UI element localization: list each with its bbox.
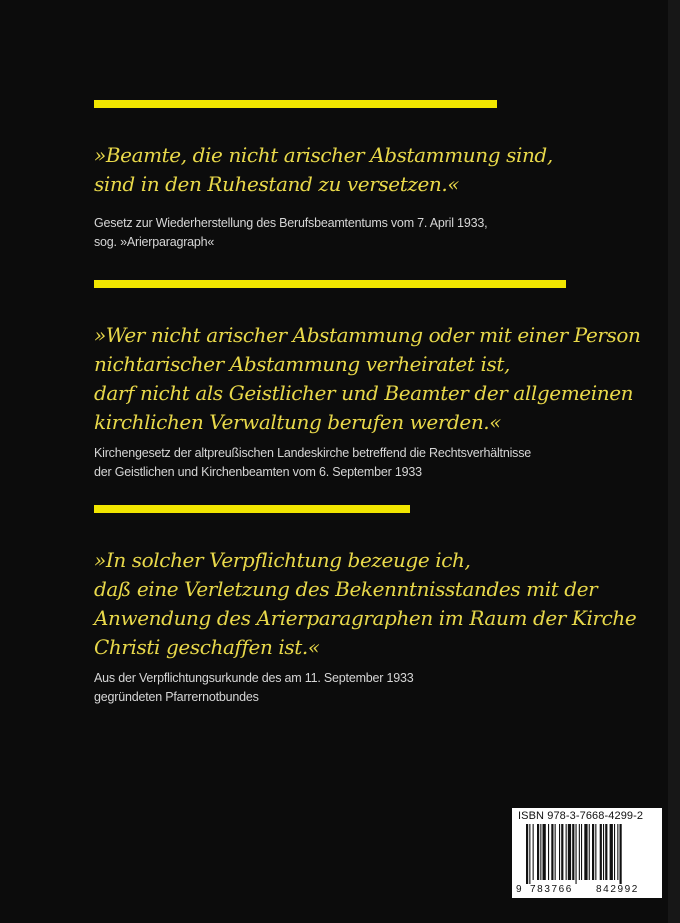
barcode-bar [555,824,556,880]
quote-1-source: Gesetz zur Wiederherstellung des Berufsbeamtentums vom 7. April 1933, sog. »Arierparagraph« [94,216,488,249]
barcode-bar [579,824,580,880]
barcode-bar [540,824,541,880]
barcode-bar [543,824,546,880]
barcode-bar [561,824,563,880]
barcode-bar [529,824,530,884]
barcode-bars [516,824,658,884]
barcode-bar [568,824,571,880]
barcode-bar [600,824,602,880]
quote-3: »In solcher Verpflichtung bezeuge ich, daß eine Verletzung des Bekenntnisstandes mit der Anwendung des Arierparagraphen im Raum der Kirche Christi geschaffen ist.« [94,548,637,659]
barcode-bar [620,824,622,884]
barcode-bar [617,824,618,880]
yellow-divider-bar [94,100,497,108]
yellow-divider-bar [94,505,410,513]
barcode-digits-right: 842992 [596,884,639,895]
barcode-bar [589,824,590,880]
quote-1: »Beamte, die nicht arischer Abstammung sind, sind in den Ruhestand zu versetzen.« [94,143,553,196]
barcode-digit-first: 9 [516,884,522,895]
barcode-digits-left: 783766 [530,884,573,895]
barcode-bar [537,824,539,880]
barcode-bar [548,824,549,880]
barcode-bar [533,824,534,880]
barcode-bar [603,824,604,880]
quote-3-source: Aus der Verpflichtungsurkunde des am 11. September 1933 gegründeten Pfarrernotbundes [94,671,414,704]
yellow-divider-bar [94,280,566,288]
quote-2: »Wer nicht arischer Abstammung oder mit einer Person nichtarischer Abstammung verheiratet ist, darf nicht als Geistlicher und Beamter der allgemeinen kirchlichen Verwaltung berufen werden.« [94,323,641,434]
barcode-bar [559,824,560,880]
barcode-bar [595,824,596,880]
isbn-barcode [512,808,662,898]
barcode-bar [584,824,587,880]
barcode-bar [592,824,594,880]
isbn-label: ISBN 978-3-7668-4299-2 [518,810,644,822]
barcode-bar [581,824,582,880]
barcode-bar [526,824,528,884]
barcode-bar [576,824,577,884]
quote-2-source: Kirchengesetz der altpreußischen Landeskirche betreffend die Rechtsverhältnisse der Geistlichen und Kirchenbeamten vom 6. September 1933 [94,446,532,479]
barcode-bar [551,824,553,880]
barcode-bar [572,824,574,880]
book-edge [668,0,680,923]
barcode-bar [614,824,615,880]
barcode-bar [610,824,613,880]
barcode-bar [566,824,567,880]
barcode-bar [605,824,607,880]
